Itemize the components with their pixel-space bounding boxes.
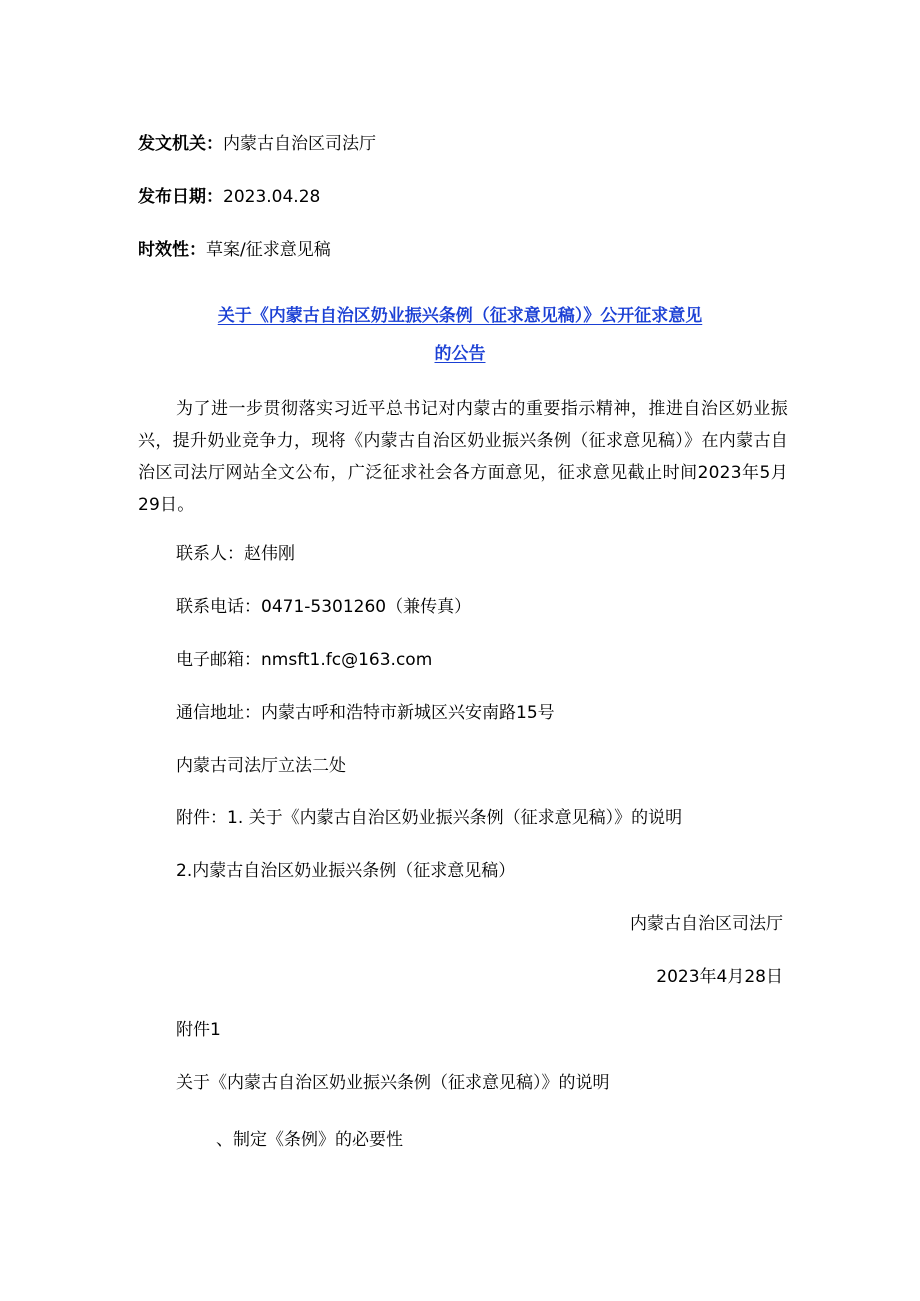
appendix-label: 附件1 [176,1020,221,1040]
date-value: 2023.04.28 [223,187,321,207]
contact-phone: 联系电话：0471-5301260（兼传真） [176,597,472,617]
status-label: 时效性： [138,240,206,260]
intro-paragraph: 为了进一步贯彻落实习近平总书记对内蒙古的重要指示精神，推进自治区奶业振兴，提升奶业竞争力，现将《内蒙古自治区奶业振兴条例（征求意见稿）》在内蒙古自治区司法厅网站全文公布，广泛征求社会各方面意见，征求意见截止时间2023年5月29日。 [138,399,788,515]
document-title-line1[interactable]: 关于《内蒙古自治区奶业振兴条例（征求意见稿）》公开征求意见 [217,306,703,326]
issuer-label: 发文机关： [138,134,223,154]
document-title-line2[interactable]: 的公告 [434,344,486,364]
appendix-title: 关于《内蒙古自治区奶业振兴条例（征求意见稿）》的说明 [176,1073,610,1093]
date-label: 发布日期： [138,187,223,207]
date-row [138,184,320,210]
attachment-1: 附件：1. 关于《内蒙古自治区奶业振兴条例（征求意见稿）》的说明 [176,808,683,828]
status-row [138,237,331,263]
contact-address: 通信地址：内蒙古呼和浩特市新城区兴安南路15号 [176,703,555,723]
issuer-row [138,131,376,157]
issuer-value: 内蒙古自治区司法厅 [223,134,376,154]
signature-org: 内蒙古自治区司法厅 [630,914,783,934]
status-value: 草案/征求意见稿 [206,240,331,260]
contact-email: 电子邮箱：nmsft1.fc@163.com [176,650,433,670]
signature-date: 2023年4月28日 [656,967,783,987]
department: 内蒙古司法厅立法二处 [176,756,346,776]
section-heading-1: 、制定《条例》的必要性 [216,1130,403,1150]
contact-person: 联系人：赵伟刚 [176,544,295,564]
attachment-2: 2.内蒙古自治区奶业振兴条例（征求意见稿） [176,861,516,881]
